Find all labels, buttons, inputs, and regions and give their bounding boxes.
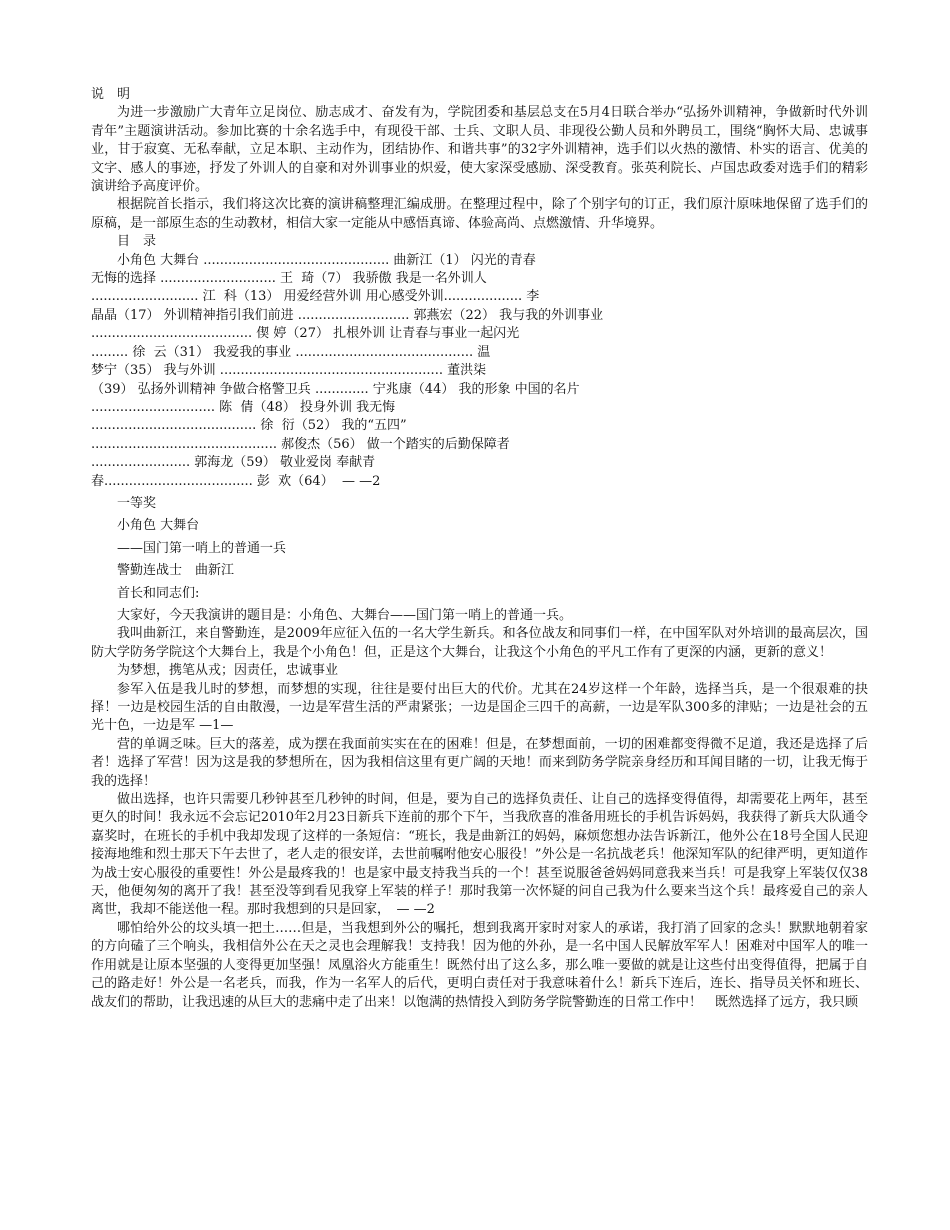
toc-line: ....................................... 偰 婷（27） 扎根外训 让青春与事业一起闪光 (91, 326, 520, 342)
table-of-contents (91, 252, 868, 491)
speech-body (91, 607, 868, 1012)
toc-line: .......................... 江 科（13） 用爱经营外训 用心感受外训................... 李 (91, 289, 540, 305)
toc-line: 小角色 大舞台 ............................................. 曲新江（1） 闪光的青春 (117, 252, 536, 268)
toc-line: （39） 弘扬外训精神 争做合格警卫兵 ............. 宁兆康（44） 我的形象 中国的名片 (91, 381, 580, 397)
speech-paragraph: 做出选择，也许只需要几秒钟甚至几秒钟的时间，但是，要为自己的选择负责任、让自己的选择变得值得，却需要花上两年，甚至更久的时间！我永远不会忘记2010年2月23日新兵下连前的那个下午，当我欣喜的准备用班长的手机告诉妈妈，我获得了新兵大队通令嘉奖时，在班长的手机中我却发现了这样的一条短信：“班长，我是曲新江的妈妈，麻烦您想办法告诉新江，他外公在18号全国人民迎接海地维和烈士那天下午去世了，老人走的很安详，去世前嘱咐他安心服役！”外公是一名抗战老兵！他深知军队的纪律严明，更知道作为战士安心服役的重要性！外公是最疼我的！也是家中最支持我当兵的一个！甚至说服爸爸妈妈同意我来当兵！可是我穿上军装仅仅38天，他便匆匆的离开了我！甚至没等到看见我穿上军装的样子！那时我第一次怀疑的问自己我为什么要来当这个兵！最疼爱自己的亲人离世，我却不能送他一程。那时我想到的只是回家， — —2 (91, 792, 868, 918)
toc-line: ............................................. 郝俊杰（56） 做一个踏实的后勤保障者 (91, 436, 510, 452)
speech-paragraph: 参军入伍是我儿时的梦想，而梦想的实现，往往是要付出巨大的代价。尤其在24岁这样一个年龄，选择当兵，是一个很艰难的抉择！一边是校园生活的自由散漫，一边是军营生活的严肃紧张；一边是国企三四千的高薪，一边是军队300多的津贴；一边是社会的五光十色，一边是军 —1— (91, 681, 868, 734)
speech-paragraph: 大家好，今天我演讲的题目是：小角色、大舞台——国门第一哨上的普通一兵。 (117, 607, 573, 623)
intro-paragraph: 为进一步激励广大青年立足岗位、励志成才、奋发有为，学院团委和基层总支在5月4日联合举办“弘扬外训精神，争做新时代外训青年”主题演讲活动。参加比赛的十余名选手中，有现役干部、士兵、文职人员、非现役公勤人员和外聘员工，围绕“胸怀大局、忠诚事业，甘于寂寞、无私奉献，立足本职、主动作为，团结协作、和谐共事”的32字外训精神，选手们以火热的激情、朴实的语言、优美的文字、感人的事迹，抒发了外训人的自豪和对外训事业的炽爱，使大家深受感励、深受教育。张英利院长、卢国忠政委对选手们的精彩演讲给予高度评价。 (91, 105, 868, 195)
speech-salutation: 首长和同志们: (117, 585, 200, 601)
toc-heading: 目 录 (117, 234, 157, 250)
intro-paragraph: 根据院首长指示，我们将这次比赛的演讲稿整理汇编成册。在整理过程中，除了个别字句的订正，我们原汁原味地保留了选手们的原稿，是一部原生态的生动教材，相信大家一定能从中感悟真谛、体验高尚、点燃激情、升华境界。 (91, 197, 868, 231)
speech-paragraph: 我叫曲新江，来自警勤连，是2009年应征入伍的一名大学生新兵。和各位战友和同事们一样，在中国军队对外培训的最高层次，国防大学防务学院这个大舞台上，我是个小角色！但，正是这个大舞台，让我这个小角色的平凡工作有了更深的内涵，更新的意义！ (91, 626, 868, 660)
toc-line: 梦宁（35） 我与外训 ...................................................... 董洪柒 (91, 363, 487, 379)
toc-line: ......... 徐 云（31） 我爱我的事业 ........................................... 温 (91, 344, 491, 360)
intro-heading: 说 明 (91, 87, 131, 102)
speech-author: 警勤连战士 曲新江 (117, 563, 235, 579)
speech-paragraph: 营的单调乏味。巨大的落差，成为摆在我面前实实在在的困难！但是，在梦想面前，一切的困难都变得微不足道，我还是选择了后者！选择了军营！因为这是我的梦想所在，因为我相信这里有更广阔的天地！而来到防务学院亲身经历和耳闻目睹的一切，让我无悔于我的选择！ (91, 736, 868, 789)
speech-title: 小角色 大舞台 (117, 518, 200, 534)
toc-line: 晶晶（17） 外训精神指引我们前进 ........................... 郭燕宏（22） 我与我的外训事业 (91, 307, 604, 323)
award-label: 一等奖 (117, 495, 157, 511)
toc-line: .............................. 陈 倩（48） 投身外训 我无悔 (91, 399, 396, 415)
toc-line: 无悔的选择 ............................ 王 琦（7） 我骄傲 我是一名外训人 (91, 271, 487, 287)
toc-line: ........................ 郭海龙（59） 敬业爱岗 奉献青 (91, 455, 376, 471)
speech-paragraph: 哪怕给外公的坟头填一把土……但是，当我想到外公的嘱托，想到我离开家时对家人的承诺，我打消了回家的念头！默默地朝着家的方向磕了三个响头，我相信外公在天之灵也会理解我！支持我！因为他的外孙，是一名中国人民解放军军人！困难对中国军人的唯一作用就是让原本坚强的人变得更加坚强！凤凰浴火方能重生！既然付出了这么多，那么唯一要做的就是让这些付出变得值得，把属于自己的路走好！外公是一名老兵，而我，作为一名军人的后代，更明白责任对于我意味着什么！新兵下连后，连长、指导员关怀和班长、战友们的帮助，让我迅速的从巨大的悲痛中走了出来！以饱满的热情投入到防务学院警勤连的日常工作中！ 既然选择了远方，我只顾 (91, 920, 868, 1010)
speech-subtitle: ——国门第一哨上的普通一兵 (117, 540, 287, 556)
toc-line: ........................................ 徐 衍（52） 我的“五四” (91, 418, 407, 434)
speech-section-heading: 为梦想，携笔从戎；因责任，忠诚事业 (117, 663, 339, 679)
toc-line: 春.................................... 彭 欢（64） — —2 (91, 473, 381, 489)
